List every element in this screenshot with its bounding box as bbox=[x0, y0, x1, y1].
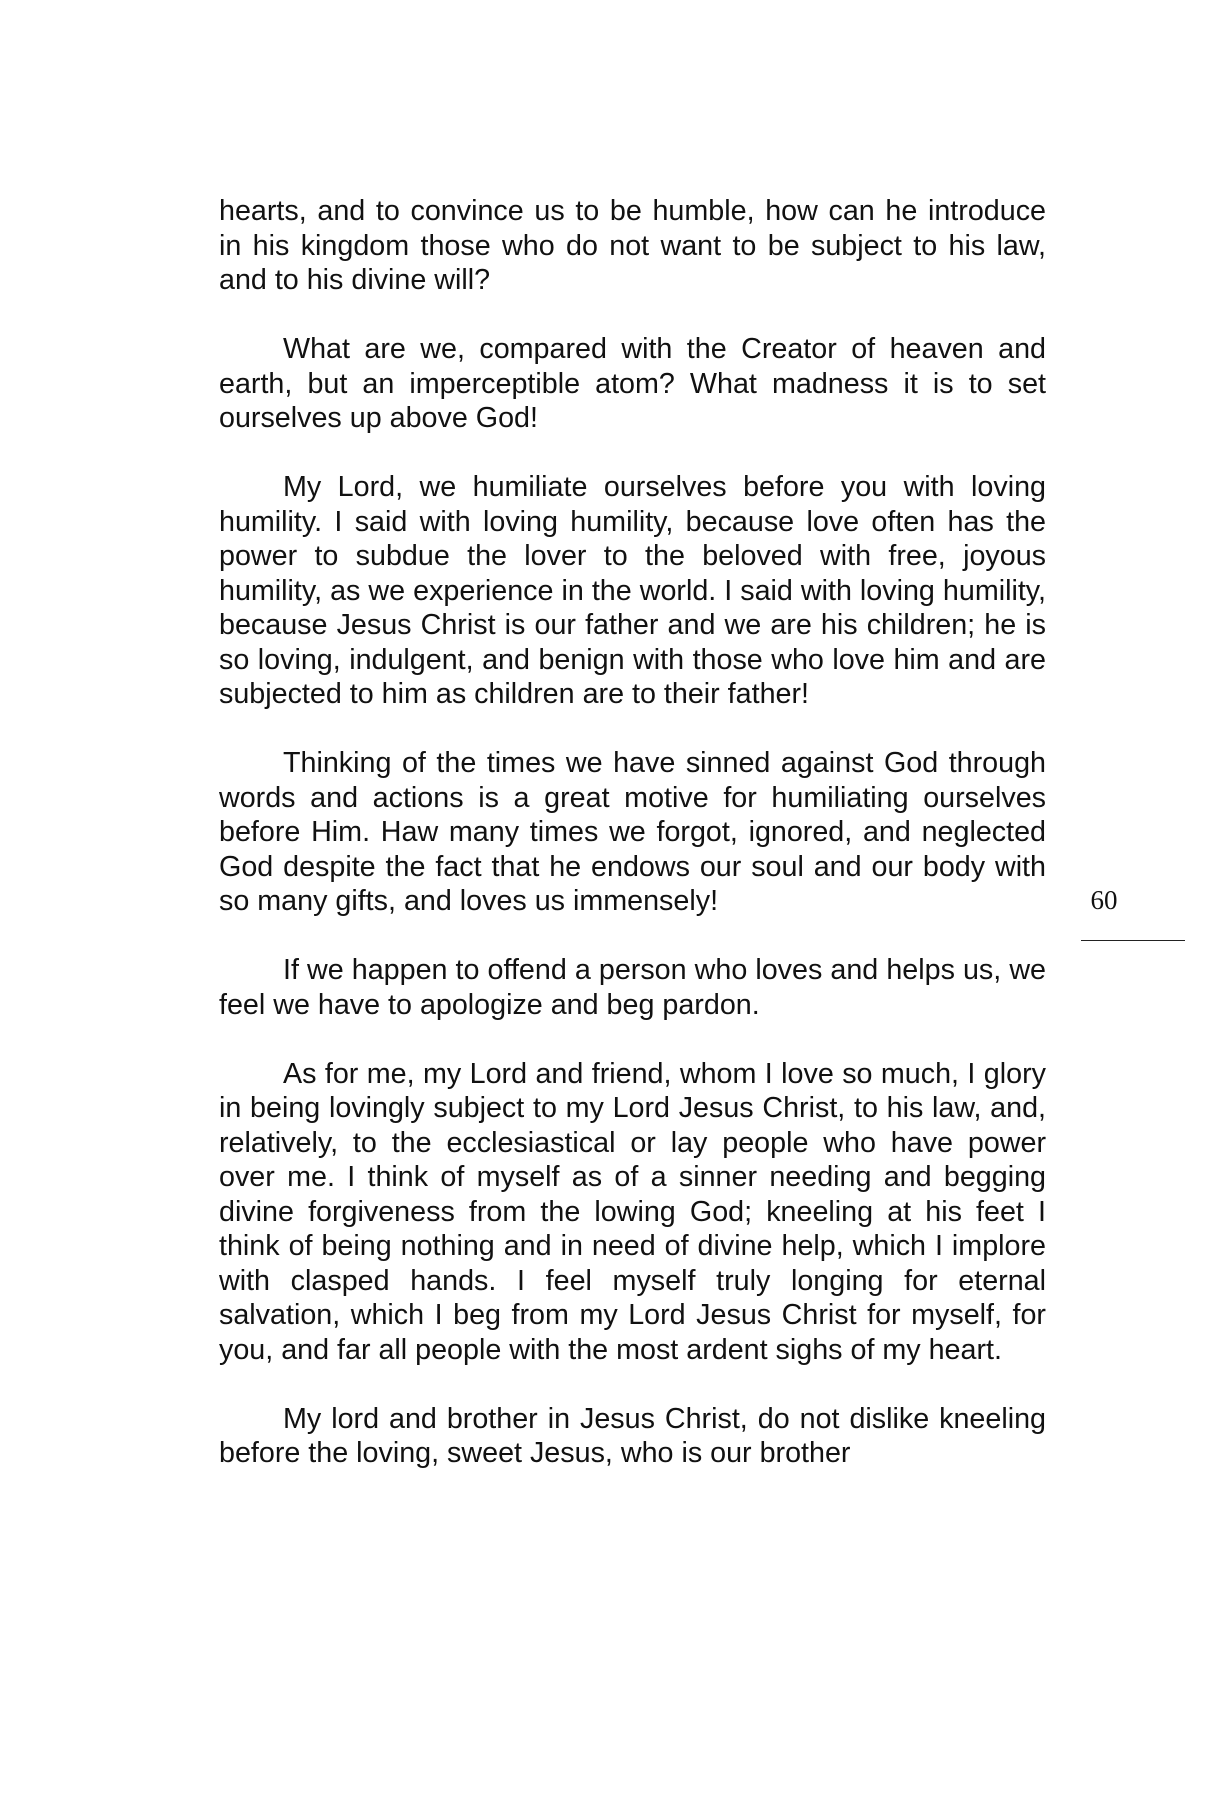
paragraph-creator: What are we, compared with the Creator of heaven and earth, but an imperceptible atom? What madness it is to set ourselves up above God! bbox=[219, 333, 1046, 434]
paragraph-as-for-me: As for me, my Lord and friend, whom I love so much, I glory in being lovingly subject to my Lord Jesus Christ, to his law, and, relatively, to the ecclesiastical or lay people who have power over me. I think of myself as of a sinner needing and begging divine forgiveness from the lowing God; kneeling at his feet I think of being nothing and in need of divine help, which I implore with clasped hands. I feel myself truly longing for eternal salvation, which I beg from my Lord Jesus Christ for myself, for you, and far all people with the most ardent sighs of my heart. bbox=[219, 1057, 1046, 1366]
page-number: 60 bbox=[1090, 885, 1118, 915]
paragraph-continuation: hearts, and to convince us to be humble, how can he introduce in his kingdom those who do not want to be subject to his law, and to his divine will? bbox=[219, 195, 1046, 296]
page-number-rule bbox=[1081, 940, 1185, 941]
paragraph-kneeling: My lord and brother in Jesus Christ, do not dislike kneeling before the loving, sweet Jesus, who is our brother bbox=[219, 1402, 1046, 1469]
paragraph-loving-humility: My Lord, we humiliate ourselves before you with loving humility. I said with loving humility, because love often has the power to subdue the lover to the beloved with free, joyous humility, as we experience in the world. I said with loving humility, because Jesus Christ is our father and we are his children; he is so loving, indulgent, and benign with those who love him and are subjected to him as children are to their father! bbox=[219, 471, 1046, 710]
paragraph-sins: Thinking of the times we have sinned against God through words and actions is a great motive for humiliating ourselves before Him. Haw many times we forgot, ignored, and neglected God despite the fact that he endows our soul and our body with so many gifts, and loves us immensely! bbox=[219, 747, 1046, 917]
page-body bbox=[219, 194, 1046, 1471]
paragraph-apologize: If we happen to offend a person who loves and helps us, we feel we have to apologize and beg pardon. bbox=[219, 954, 1046, 1021]
